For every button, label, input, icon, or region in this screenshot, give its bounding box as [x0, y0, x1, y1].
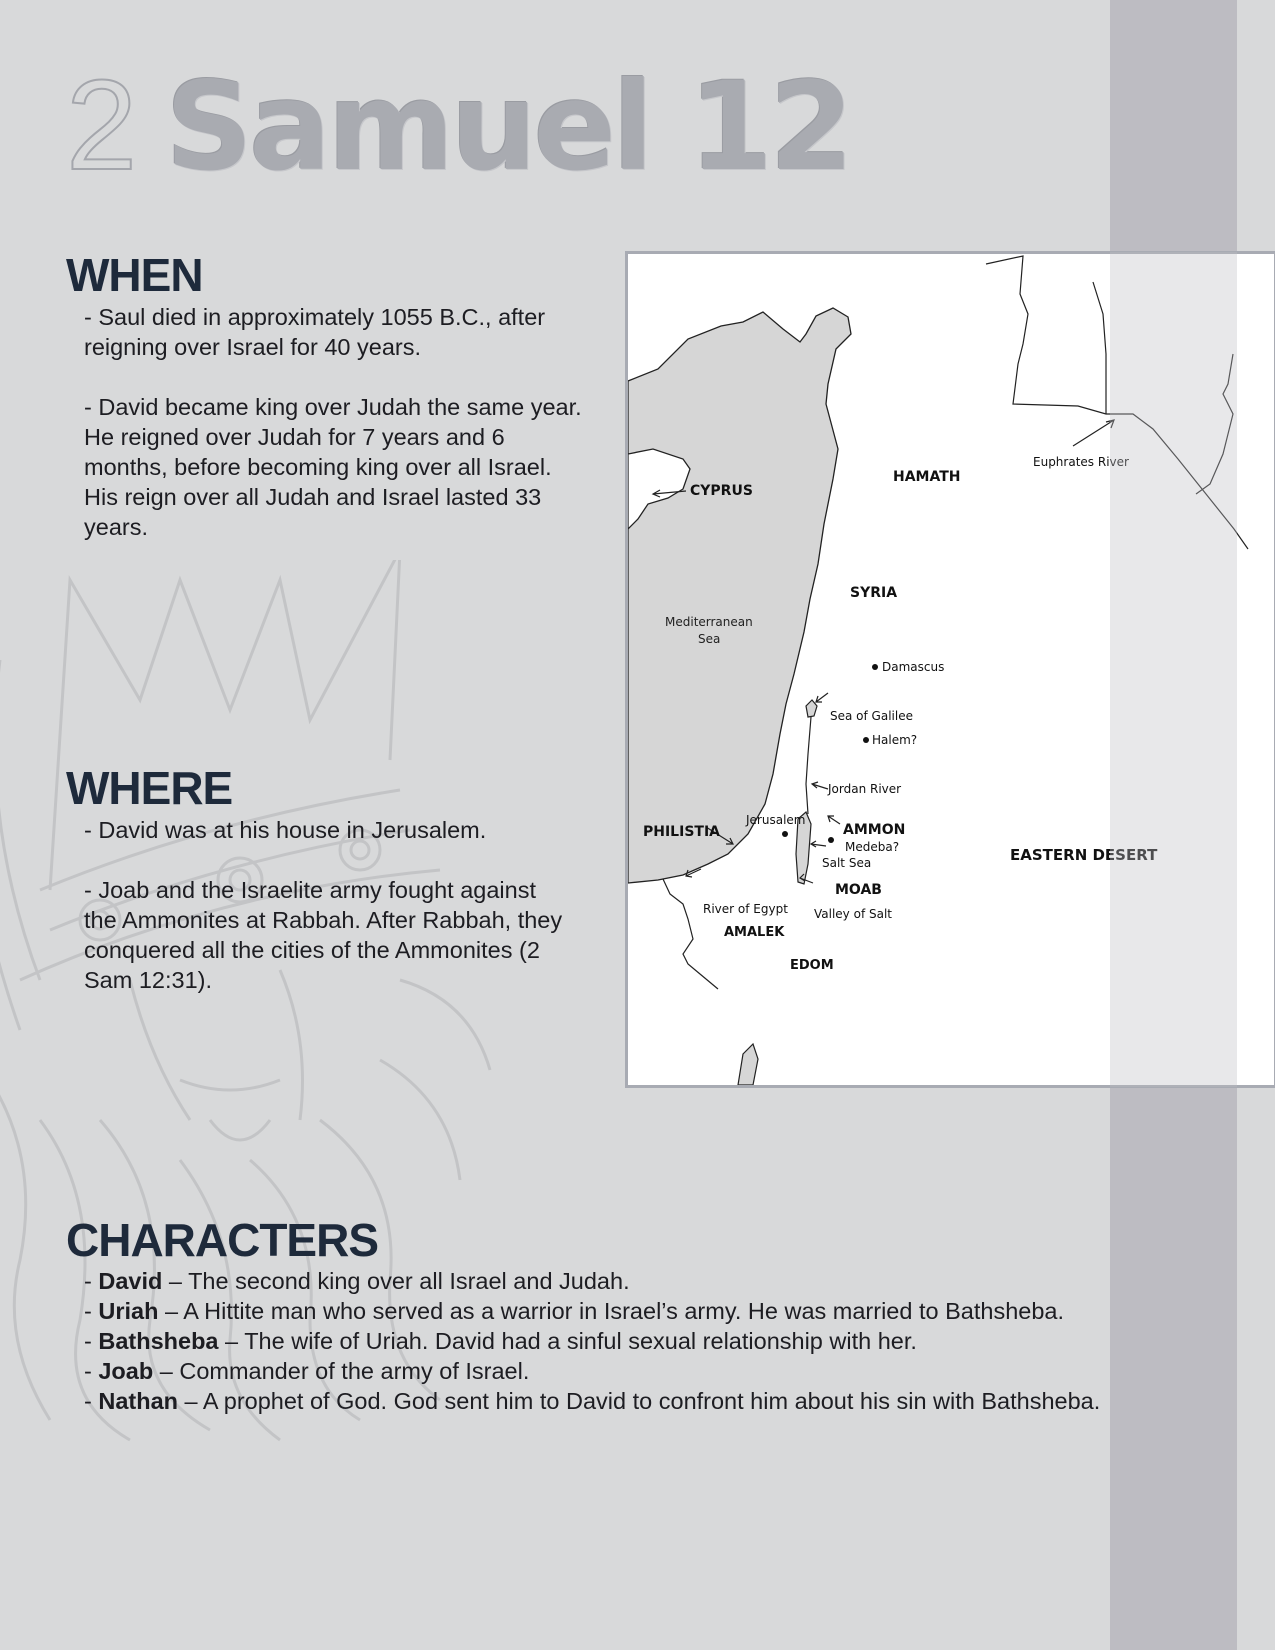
map-label-salt-sea: Salt Sea: [822, 856, 872, 870]
text-line: His reign over all Judah and Israel lasted 33: [84, 484, 542, 510]
when-paragraph-2: [84, 392, 582, 542]
list-item: - Uriah – A Hittite man who served as a warrior in Israel’s army. He was married to Bathsheba.: [84, 1298, 1065, 1324]
text-line: He reigned over Judah for 7 years and 6: [84, 424, 505, 450]
map-label-eastern-desert: EASTERN DESERT: [1010, 846, 1158, 864]
character-name: Bathsheba: [98, 1328, 219, 1354]
where-heading: WHERE: [66, 762, 233, 814]
text-line: the Ammonites at Rabbah. After Rabbah, they: [84, 907, 563, 933]
saltsea-arrow: [811, 841, 826, 847]
egypt-coast: [663, 879, 718, 989]
character-desc: – Commander of the army of Israel.: [153, 1358, 530, 1384]
jerusalem-dot: [782, 831, 788, 837]
list-item: - Joab – Commander of the army of Israel.: [84, 1358, 530, 1384]
text-line: - David became king over Judah the same year.: [84, 394, 582, 420]
when-paragraph-1: [84, 302, 545, 362]
character-name: Nathan: [98, 1388, 179, 1414]
text-line: conquered all the cities of the Ammonites (2: [84, 937, 540, 963]
list-item: - Bathsheba – The wife of Uriah. David had a sinful sexual relationship with her.: [84, 1328, 917, 1354]
map-label-sea-line1: Mediterranean: [665, 615, 753, 629]
river-branch-north: [1093, 282, 1106, 414]
map-label-halem: Halem?: [872, 733, 918, 747]
text-line: months, before becoming king over all Israel.: [84, 454, 552, 480]
gulf-shape: [738, 1044, 758, 1085]
where-paragraph-2: [84, 875, 562, 995]
euphrates-arrow: [1073, 420, 1114, 446]
damascus-dot: [872, 664, 878, 670]
characters-list: [84, 1266, 1100, 1416]
text-line: - Saul died in approximately 1055 B.C., after: [84, 304, 546, 330]
map-label-euphrates: Euphrates River: [1033, 455, 1129, 469]
stripe-overlay: [1110, 252, 1237, 1087]
map-label-river-egypt: River of Egypt: [703, 902, 788, 916]
page-title: [66, 52, 851, 198]
map-label-valley-salt: Valley of Salt: [814, 907, 892, 921]
jordan-arrow: [812, 782, 828, 789]
title-book: Samuel 12: [165, 56, 851, 198]
character-name: Joab: [98, 1358, 154, 1384]
text-line: reigning over Israel for 40 years.: [84, 334, 421, 360]
medeba-arrow: [828, 816, 840, 824]
map-label-philistia: PHILISTIA: [643, 824, 720, 840]
mediterranean-sea: [628, 308, 851, 883]
characters-heading: CHARACTERS: [66, 1214, 378, 1266]
character-desc: – The second king over all Israel and Judah.: [162, 1268, 630, 1294]
character-name: David: [98, 1268, 163, 1294]
character-desc: – The wife of Uriah. David had a sinful sexual relationship with her.: [218, 1328, 917, 1354]
when-heading: WHEN: [66, 249, 203, 301]
map-label-sea-line2: Sea: [698, 632, 721, 646]
map-label-medeba: Medeba?: [845, 840, 900, 854]
map-label-moab: MOAB: [835, 882, 882, 898]
map-label-amalek: AMALEK: [724, 925, 785, 940]
character-desc: – A Hittite man who served as a warrior in Israel’s army. He was married to Bathsheba.: [158, 1298, 1065, 1324]
map-label-edom: EDOM: [790, 958, 834, 973]
map-label-jordan: Jordan River: [828, 782, 902, 796]
map-label-cyprus: CYPRUS: [690, 483, 753, 499]
where-paragraph-1: [84, 815, 486, 845]
map-label-jerusalem: Jerusalem: [746, 813, 806, 827]
text-line: - Joab and the Israelite army fought against: [84, 877, 536, 903]
title-number: 2: [66, 54, 136, 197]
character-desc: – A prophet of God. God sent him to David to confront him about his sin with Bathsheba.: [178, 1388, 1101, 1414]
map-label-galilee: Sea of Galilee: [830, 709, 913, 723]
map-label-syria: SYRIA: [850, 585, 898, 601]
map-label-ammon: AMMON: [843, 822, 906, 838]
text-line: - David was at his house in Jerusalem.: [84, 817, 487, 843]
list-item: - David – The second king over all Israel and Judah.: [84, 1268, 630, 1294]
galilee-arrow: [816, 693, 828, 702]
jordan-river: [806, 717, 811, 814]
character-name: Uriah: [98, 1298, 159, 1324]
halem-dot: [863, 737, 869, 743]
map-label-hamath: HAMATH: [893, 469, 961, 485]
medeba-dot: [828, 837, 834, 843]
text-line: years.: [84, 514, 148, 540]
list-item: - Nathan – A prophet of God. God sent him to David to confront him about his sin with Bathsheba.: [84, 1388, 1101, 1414]
text-line: Sam 12:31).: [84, 967, 213, 993]
map-label-damascus: Damascus: [882, 660, 945, 674]
